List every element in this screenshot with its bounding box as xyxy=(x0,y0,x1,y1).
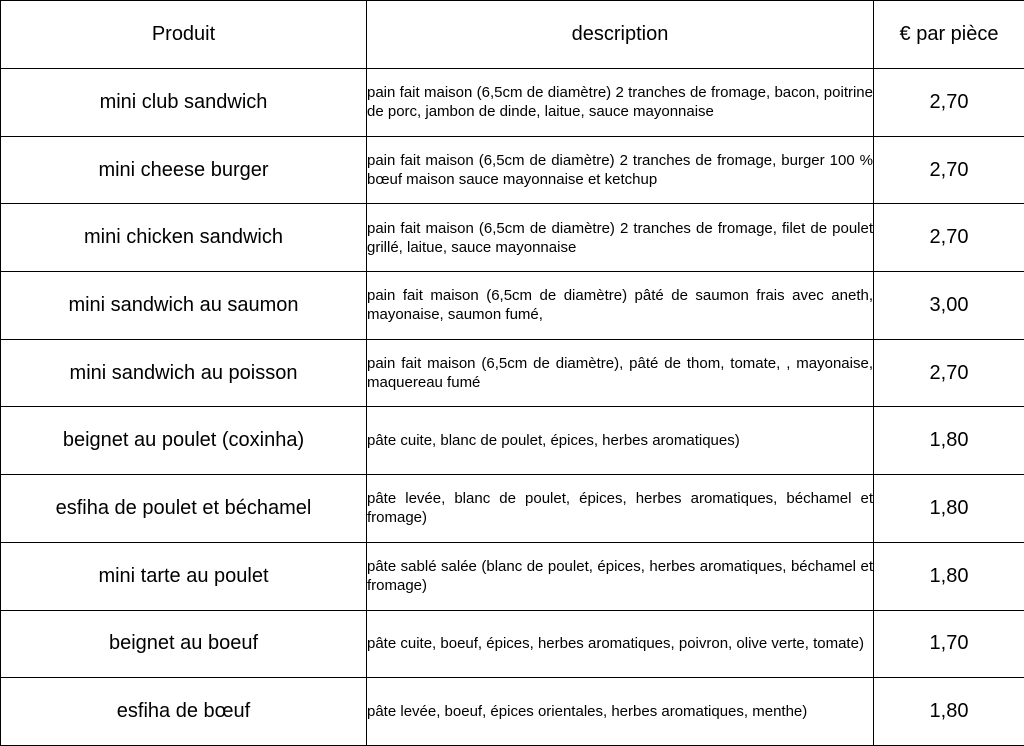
product-price: 2,70 xyxy=(874,136,1024,204)
table-row xyxy=(1,136,1024,204)
table-row xyxy=(1,678,1024,746)
product-name: mini tarte au poulet xyxy=(1,542,367,610)
product-name: mini sandwich au saumon xyxy=(1,272,367,340)
header-price: € par pièce xyxy=(874,1,1024,69)
product-description xyxy=(367,272,874,340)
table-row xyxy=(1,610,1024,678)
product-price: 1,80 xyxy=(874,678,1024,746)
description-text: pain fait maison (6,5cm de diamètre), pâté de thom, tomate, , mayonaise, maquereau fumé xyxy=(367,354,873,392)
product-price: 1,80 xyxy=(874,407,1024,475)
product-price: 1,70 xyxy=(874,610,1024,678)
product-name: esfiha de poulet et béchamel xyxy=(1,475,367,543)
table-row xyxy=(1,542,1024,610)
table-row xyxy=(1,204,1024,272)
product-name: mini sandwich au poisson xyxy=(1,339,367,407)
product-price: 2,70 xyxy=(874,339,1024,407)
description-text: pâte levée, blanc de poulet, épices, herbes aromatiques, béchamel et fromage) xyxy=(367,489,873,527)
header-product: Produit xyxy=(1,1,367,69)
product-name: mini club sandwich xyxy=(1,69,367,137)
product-price: 1,80 xyxy=(874,475,1024,543)
table-row xyxy=(1,272,1024,340)
menu-body xyxy=(1,69,1024,746)
product-description xyxy=(367,339,874,407)
table-row xyxy=(1,475,1024,543)
description-text: pain fait maison (6,5cm de diamètre) 2 tranches de fromage, filet de poulet grillé, laitue, sauce mayonnaise xyxy=(367,219,873,257)
product-name: mini chicken sandwich xyxy=(1,204,367,272)
description-text: pâte sablé salée (blanc de poulet, épices, herbes aromatiques, béchamel et fromage) xyxy=(367,557,873,595)
product-description xyxy=(367,542,874,610)
table-row xyxy=(1,407,1024,475)
product-description xyxy=(367,136,874,204)
table-row xyxy=(1,69,1024,137)
product-description xyxy=(367,475,874,543)
table-row xyxy=(1,339,1024,407)
product-price: 3,00 xyxy=(874,272,1024,340)
product-name: beignet au poulet (coxinha) xyxy=(1,407,367,475)
product-description xyxy=(367,407,874,475)
product-price: 2,70 xyxy=(874,69,1024,137)
description-text: pain fait maison (6,5cm de diamètre) 2 tranches de fromage, bacon, poitrine de porc, jambon de dinde, laitue, sauce mayonnaise xyxy=(367,83,873,121)
product-name: mini cheese burger xyxy=(1,136,367,204)
description-text: pâte levée, boeuf, épices orientales, herbes aromatiques, menthe) xyxy=(367,702,873,721)
product-description xyxy=(367,204,874,272)
product-name: beignet au boeuf xyxy=(1,610,367,678)
product-name: esfiha de bœuf xyxy=(1,678,367,746)
description-text: pain fait maison (6,5cm de diamètre) pâté de saumon frais avec aneth, mayonaise, saumon fumé, xyxy=(367,286,873,324)
header-row xyxy=(1,1,1024,69)
product-price: 2,70 xyxy=(874,204,1024,272)
description-text: pain fait maison (6,5cm de diamètre) 2 tranches de fromage, burger 100 % bœuf maison sauce mayonnaise et ketchup xyxy=(367,151,873,189)
header-description: description xyxy=(367,1,874,69)
product-price: 1,80 xyxy=(874,542,1024,610)
product-description xyxy=(367,610,874,678)
description-text: pâte cuite, blanc de poulet, épices, herbes aromatiques) xyxy=(367,431,873,450)
product-description xyxy=(367,69,874,137)
product-description xyxy=(367,678,874,746)
description-text: pâte cuite, boeuf, épices, herbes aromatiques, poivron, olive verte, tomate) xyxy=(367,634,873,653)
